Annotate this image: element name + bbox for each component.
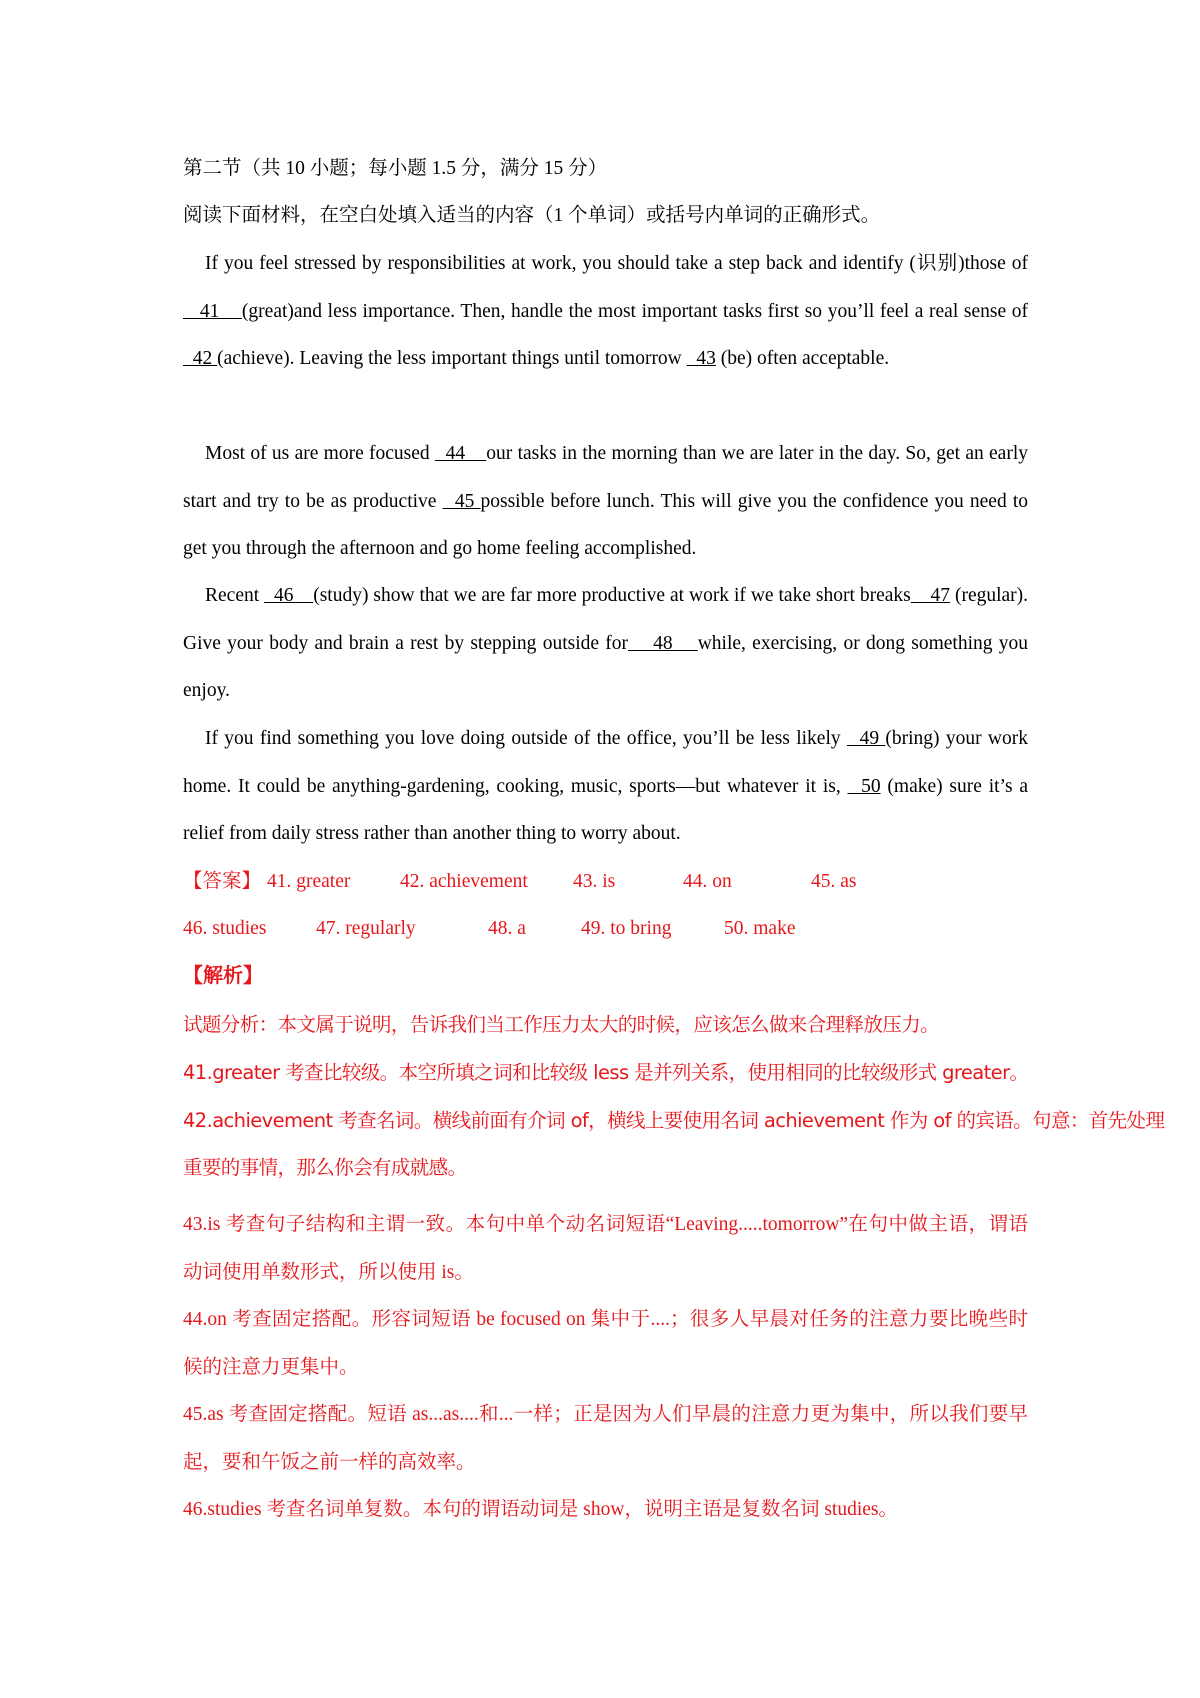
passage-paragraph-3 (183, 572, 1028, 715)
passage-text: If you find something you love doing outside of the office, you’ll be less likely (205, 728, 847, 749)
answer-50: 50. make (724, 918, 796, 939)
passage-text: our tasks in the morning than we are later in the day. So, get an early start and try to be as productive (183, 443, 1028, 512)
instructions: 阅读下面材料，在空白处填入适当的内容（1 个单词）或括号内单词的正确形式。 (183, 205, 881, 226)
passage-text: (great)and less importance. Then, handle the most important tasks first so you’ll feel a real sense of (241, 300, 1029, 322)
passage-text: (make) sure it’s a relief from daily stress rather than another thing to worry about. (183, 775, 1028, 844)
blank-50: 50 (847, 775, 881, 797)
answer-43: 43. is (573, 871, 616, 892)
passage-paragraph-4 (183, 715, 1028, 858)
passage-text: Recent (205, 585, 265, 606)
explanation-44: 44.on 考查固定搭配。形容词短语 be focused on 集中于....；很多人早晨对任务的注意力要比晚些时候的注意力更集中。 (183, 1309, 1028, 1378)
explanation-42: 42.achievement 考查名词。横线前面有介词 of，横线上要使用名词 achievement 作为 of 的宾语。句意：首先处理重要的事情，那么你会有成就感。 (183, 1109, 1165, 1179)
passage-text: possible before lunch. This will give you the confidence you need to get you through the afternoon and go home feeling accomplished. (183, 490, 1028, 559)
blank-46: 46 (264, 585, 314, 606)
passage-paragraph-2 (183, 430, 1028, 573)
section-header: 第二节（共 10 小题；每小题 1.5 分，满分 15 分） (183, 158, 608, 179)
answer-48: 48. a (488, 918, 526, 939)
passage-text: If you feel stressed by responsibilities at work, you should take a step back and identify (识别)those of (205, 253, 1028, 274)
passage-text: (regular). Give your body and brain a rest by stepping outside for (183, 585, 1029, 654)
passage-text: (study) show that we are far more productive at work if we take short breaks (313, 585, 911, 606)
answer-45: 45. as (811, 871, 857, 892)
blank-42: 42 (183, 348, 218, 369)
answer-46: 46. studies (183, 918, 267, 939)
explanation-45: 45.as 考查固定搭配。短语 as...as....和...一样；正是因为人们早晨的注意力更为集中，所以我们要早起，要和午饭之前一样的高效率。 (183, 1404, 1028, 1473)
answer-label: 【答案】 (183, 871, 262, 892)
blank-49: 49 (846, 728, 886, 749)
explanation-43: 43.is 考查句子结构和主谓一致。本句中单个动名词短语“Leaving.....tomorrow”在句中做主语，谓语动词使用单数形式，所以使用 is。 (183, 1214, 1028, 1283)
blank-44: 44 (434, 443, 487, 464)
blank-41: 41 (183, 300, 242, 322)
answer-row-1 (183, 858, 1028, 906)
blank-45: 45 (442, 490, 481, 512)
answer-row-2 (183, 905, 1028, 953)
passage-paragraph-1 (183, 240, 1028, 383)
blank-48: 48 (628, 632, 698, 654)
blank-47: 47 (910, 585, 951, 606)
answer-49: 49. to bring (581, 918, 672, 939)
blank-43: 43 (686, 348, 716, 369)
passage-text: (bring) your work home. It could be anything-gardening, cooking, music, sports—but whatever it is, (183, 728, 1029, 797)
answer-44: 44. on (683, 871, 732, 892)
analysis-label: 【解析】 (183, 965, 263, 987)
passage-text: (achieve). Leaving the less important things until tomorrow (217, 348, 687, 369)
explanation-46: 46.studies 考查名词单复数。本句的谓语动词是 show，说明主语是复数名词 studies。 (183, 1499, 899, 1520)
passage-text: while, exercising, or dong something you enjoy. (183, 632, 1029, 701)
answer-47: 47. regularly (316, 918, 416, 939)
answer-41: 41. greater (267, 871, 351, 892)
answer-42: 42. achievement (400, 871, 528, 892)
passage-text: (be) often acceptable. (715, 348, 890, 369)
passage-text: Most of us are more focused (205, 443, 435, 464)
analysis-intro: 试题分析：本文属于说明，告诉我们当工作压力太大的时候，应该怎么做来合理释放压力。 (183, 1013, 940, 1036)
explanation-41: 41.greater 考查比较级。本空所填之词和比较级 less 是并列关系，使用相同的比较级形式 greater。 (183, 1061, 1029, 1084)
